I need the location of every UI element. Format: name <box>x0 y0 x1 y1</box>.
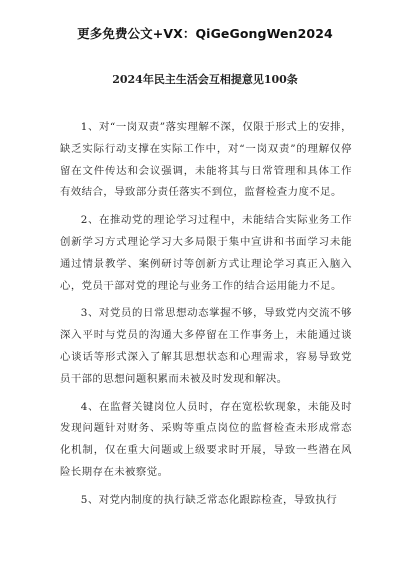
paragraph-3: 3、对党员的日常思想动态掌握不够，导致党内交流不够深入平时与党员的沟通大多停留在工作事务上，未能通过谈心谈话等形式深入了解其思想状态和心理需求，容易导致党员干部的思想问题积累而未被及时发现和解决。 <box>60 307 352 385</box>
paragraph-1: 1、对“一岗双责”落实理解不深，仅限于形式上的安排，缺乏实际行动支撑在实际工作中，对“一岗双责”的理解仅停留在文件传达和会议强调，未能将其与日常管理和具体工作有效结合，导致部分责任落实不到位，监督检查力度不足。 <box>60 121 352 199</box>
paragraph-4: 4、在监督关键岗位人员时，存在宽松软现象，未能及时发现问题针对财务、采购等重点岗位的监督检查未形成常态化机制，仅在重大问题或上级要求时开展，导致一些潜在风险长期存在未被察觉。 <box>60 400 352 478</box>
document-title: 2024年民主生活会互相提意见100条 <box>112 73 298 86</box>
paragraph-5: 5、对党内制度的执行缺乏常态化跟踪检查，导致执行 <box>80 493 338 506</box>
document-body <box>60 117 352 518</box>
paragraph-2: 2、在推动党的理论学习过程中，未能结合实际业务工作创新学习方式理论学习大多局限于集中宣讲和书面学习未能通过情景教学、案例研讨等创新方式让理论学习真正入脑入心，党员干部对党的理论与业务工作的结合运用能力不足。 <box>60 214 352 292</box>
watermark-header: 更多免费公文+VX：QiGeGongWen2024 <box>77 26 333 41</box>
